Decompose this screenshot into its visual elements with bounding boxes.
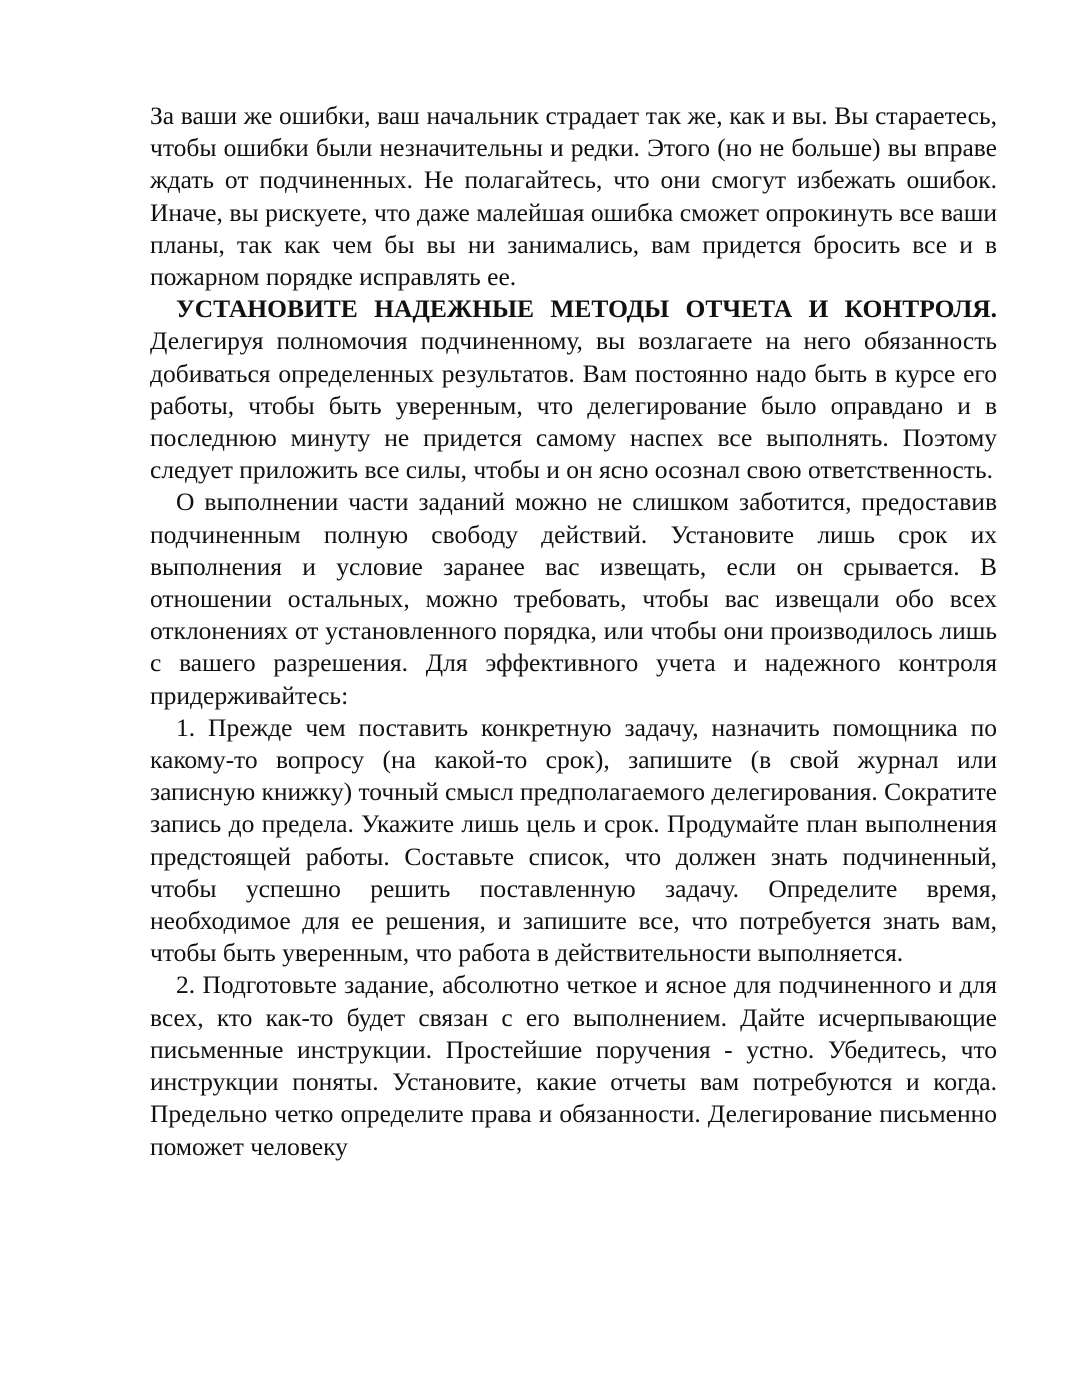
list-item-1: 1. Прежде чем поставить конкретную задачу, назначить помощника по какому-то вопросу (на какой-то срок), запишите (в свой журнал или записную книжку) точный смысл предполагаемого делегирования. Сократите запись до предела. Укажите лишь цель и срок. Продумайте план выполнения предстоящей работы. Составьте список, что должен знать подчиненный, чтобы успешно решить поставленную задачу. Определите время, необходимое для ее решения, и запишите все, что потребуется знать вам, чтобы быть уверенным, что работа в действительности выполняется. [150, 712, 997, 968]
paragraph-2-body: Делегируя полномочия подчиненному, вы возлагаете на него обязанность добиваться определенных результатов. Вам постоянно надо быть в курсе его работы, чтобы быть уверенным, что делегирование было оправдано и в последнюю минуту не придется самому наспех все выполнять. Поэтому следует приложить все силы, чтобы и он ясно осознал свою ответственность. [150, 326, 997, 485]
paragraph-2 [150, 293, 997, 486]
paragraph-3: О выполнении части заданий можно не слишком заботится, предоставив подчиненным полную свободу действий. Установите лишь срок их выполнения и условие заранее вас извещать, если он срывается. В отношении остальных, можно требовать, чтобы вас извещали обо всех отклонениях от установленного порядка, или чтобы они производилось лишь с вашего разрешения. Для эффективного учета и надежного контроля придерживайтесь: [150, 487, 997, 710]
document-page [150, 100, 997, 1163]
paragraph-1: За ваши же ошибки, ваш начальник страдает так же, как и вы. Вы стараетесь, чтобы ошибки были незначительны и редки. Этого (но не больше) вы вправе ждать от подчиненных. Не полагайтесь, что они смогут избежать ошибок. Иначе, вы рискуете, что даже малейшая ошибка сможет опрокинуть все ваши планы, так как чем бы вы ни занимались, вам придется бросить все и в пожарном порядке исправлять ее. [150, 101, 997, 292]
list-item-2: 2. Подготовьте задание, абсолютно четкое и ясное для подчиненного и для всех, кто как-то будет связан с его выполнением. Дайте исчерпывающие письменные инструкции. Простейшие поручения - устно. Убедитесь, что инструкции поняты. Установите, какие отчеты вам потребуются и когда. Предельно четко определите права и обязанности. Делегирование письменно поможет человеку [150, 970, 997, 1161]
section-heading: УСТАНОВИТЕ НАДЕЖНЫЕ МЕТОДЫ ОТЧЕТА И КОНТРОЛЯ. [176, 294, 997, 324]
